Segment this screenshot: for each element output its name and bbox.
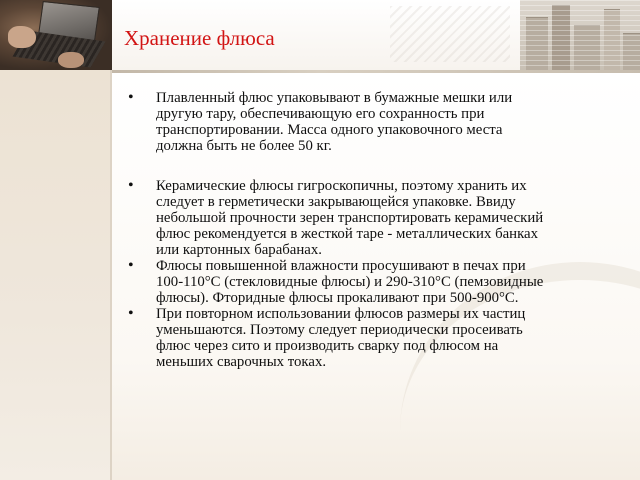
header-texture xyxy=(390,6,510,62)
bullet-item: • Флюсы повышенной влажности просушивают в печах при 100-110°С (стекловидные флюсы) и 290-310°С (пемзовидные флюсы). Фторидные флюсы прокаливают при 500-900°С. xyxy=(128,258,548,306)
hand-shape xyxy=(8,26,36,48)
window-texture xyxy=(520,0,640,70)
bullet-item: • При повторном использовании флюсов размеры их частиц уменьшаются. Поэтому следует периодически просеивать флюс через сито и производить сварку под флюсом на меньших сварочных токах. xyxy=(128,306,548,370)
left-decor-band xyxy=(0,70,112,480)
hand-shape-2 xyxy=(58,52,84,68)
city-photo xyxy=(520,0,640,70)
laptop-photo xyxy=(0,0,112,70)
bullet-item: • Керамические флюсы гигроскопичны, поэтому хранить их следует в герметически закрывающейся упаковке. Ввиду небольшой прочности зерен транспортировать керамический флюс рекомендуется в жесткой таре - металлических банках или картонных барабанах. xyxy=(128,178,548,258)
bullet-list xyxy=(128,90,548,370)
bullet-item: • Плавленный флюс упаковывают в бумажные мешки или другую тару, обеспечивающую его сохранность при транспортировании. Масса одного упаковочного места должна быть не более 50 кг. xyxy=(128,90,548,154)
slide-title: Хранение флюса xyxy=(124,26,275,50)
